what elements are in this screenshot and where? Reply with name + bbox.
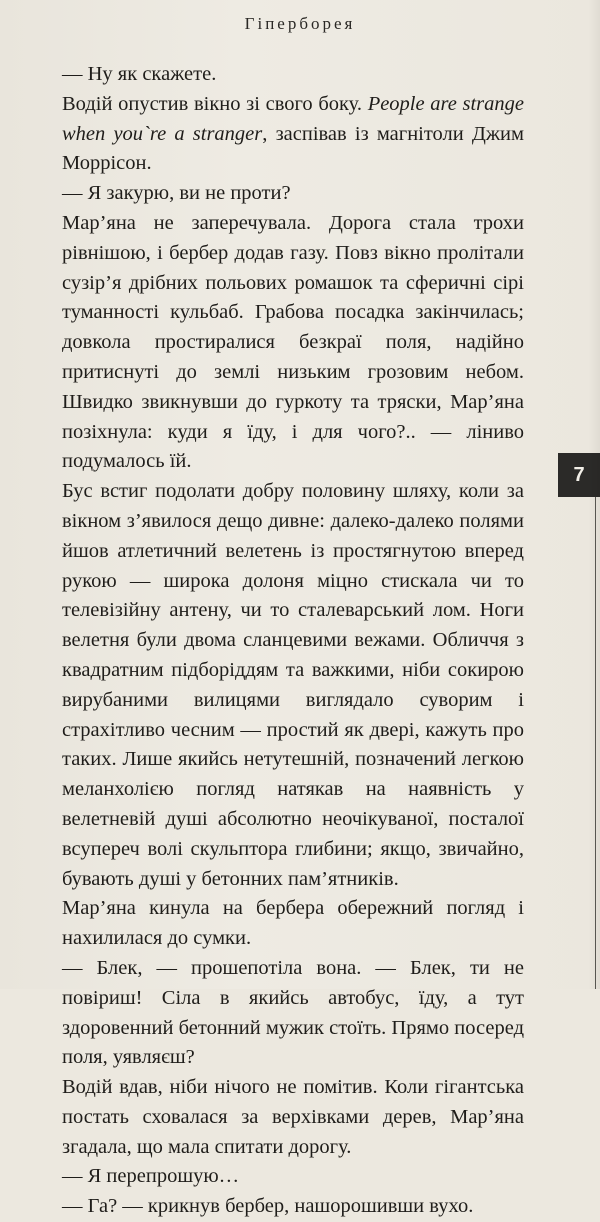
italic-song-title: People are strange when you`re a stranger [62,92,525,145]
paragraph: — Га? — крикнув бербер, нашорошивши вухо. [62,1195,474,1218]
paragraph: — Блек, — прошепотіла вона. — Блек, ти не повіриш! Сіла в якийсь автобус, їду, а тут здоровенний бетонний мужик стоїть. Прямо посеред поля, уявляєш? [62,956,524,1069]
paragraph: Бус встиг подолати добру половину шляху, коли за вікном з’явилося дещо дивне: далеко-далеко полями йшов атлетичний велетень із простягнутою вперед рукою — широка долоня міцно стискала чи то телевізійну антену, чи то сталеварський лом. Ноги велетня були двома сланцевими вежами. Обличчя з квадратним підборіддям та важкими, ніби сокирою вирубаними вилицями виглядало суворим і страхітливо чесним — простий як двері, кажуть про таких. Лише якийсь нетутешній, позначений легкою меланхолією погляд натякав на наявність у велетневій душі абсолютно неочікуваної, посталої всупереч волі скульптора глибини; якщо, звичайно, бувають душі у бетонних пам’ятників. [62,480,524,890]
running-head: Гіперборея [244,14,356,33]
paragraph: — Я закурю, ви не проти? [62,182,291,205]
paragraph: — Ну як скажете. [62,63,217,85]
paragraph: Водій вдав, ніби нічого не помітив. Коли гігантська постать сховалася за верхівками дерев, Мар’яна згадала, що мала спитати дорогу. [62,1076,524,1158]
paragraph: Мар’яна кинула на бербера обережний погляд і нахилилася до сумки. [62,897,524,950]
paragraph [62,90,524,179]
paragraph: Мар’яна не заперечувала. Дорога стала трохи рівнішою, і бербер додав газу. Повз вікно пролітали сузір’я дрібних польових ромашок та сферичні сірі туманності кульбаб. Грабова посадка закінчилась; довкола простиралися безкраї поля, надійно притиснуті до землі низьким грозовим небом. Швидко звикнувши до гуркоту та тряски, Мар’яна позіхнула: куди я їду, і для чого?.. — ліниво подумалось їй. [62,211,524,473]
paragraph: — Я перепрошую… [62,1165,240,1188]
text-run: , заспівав із магнітоли Джим Моррісон. [62,122,524,175]
page-edge-shadow [588,0,600,989]
chapter-number-tab: 7 [558,453,600,497]
text-run: Водій опустив вікно зі свого боку. [62,92,363,115]
body-text [62,60,524,1222]
